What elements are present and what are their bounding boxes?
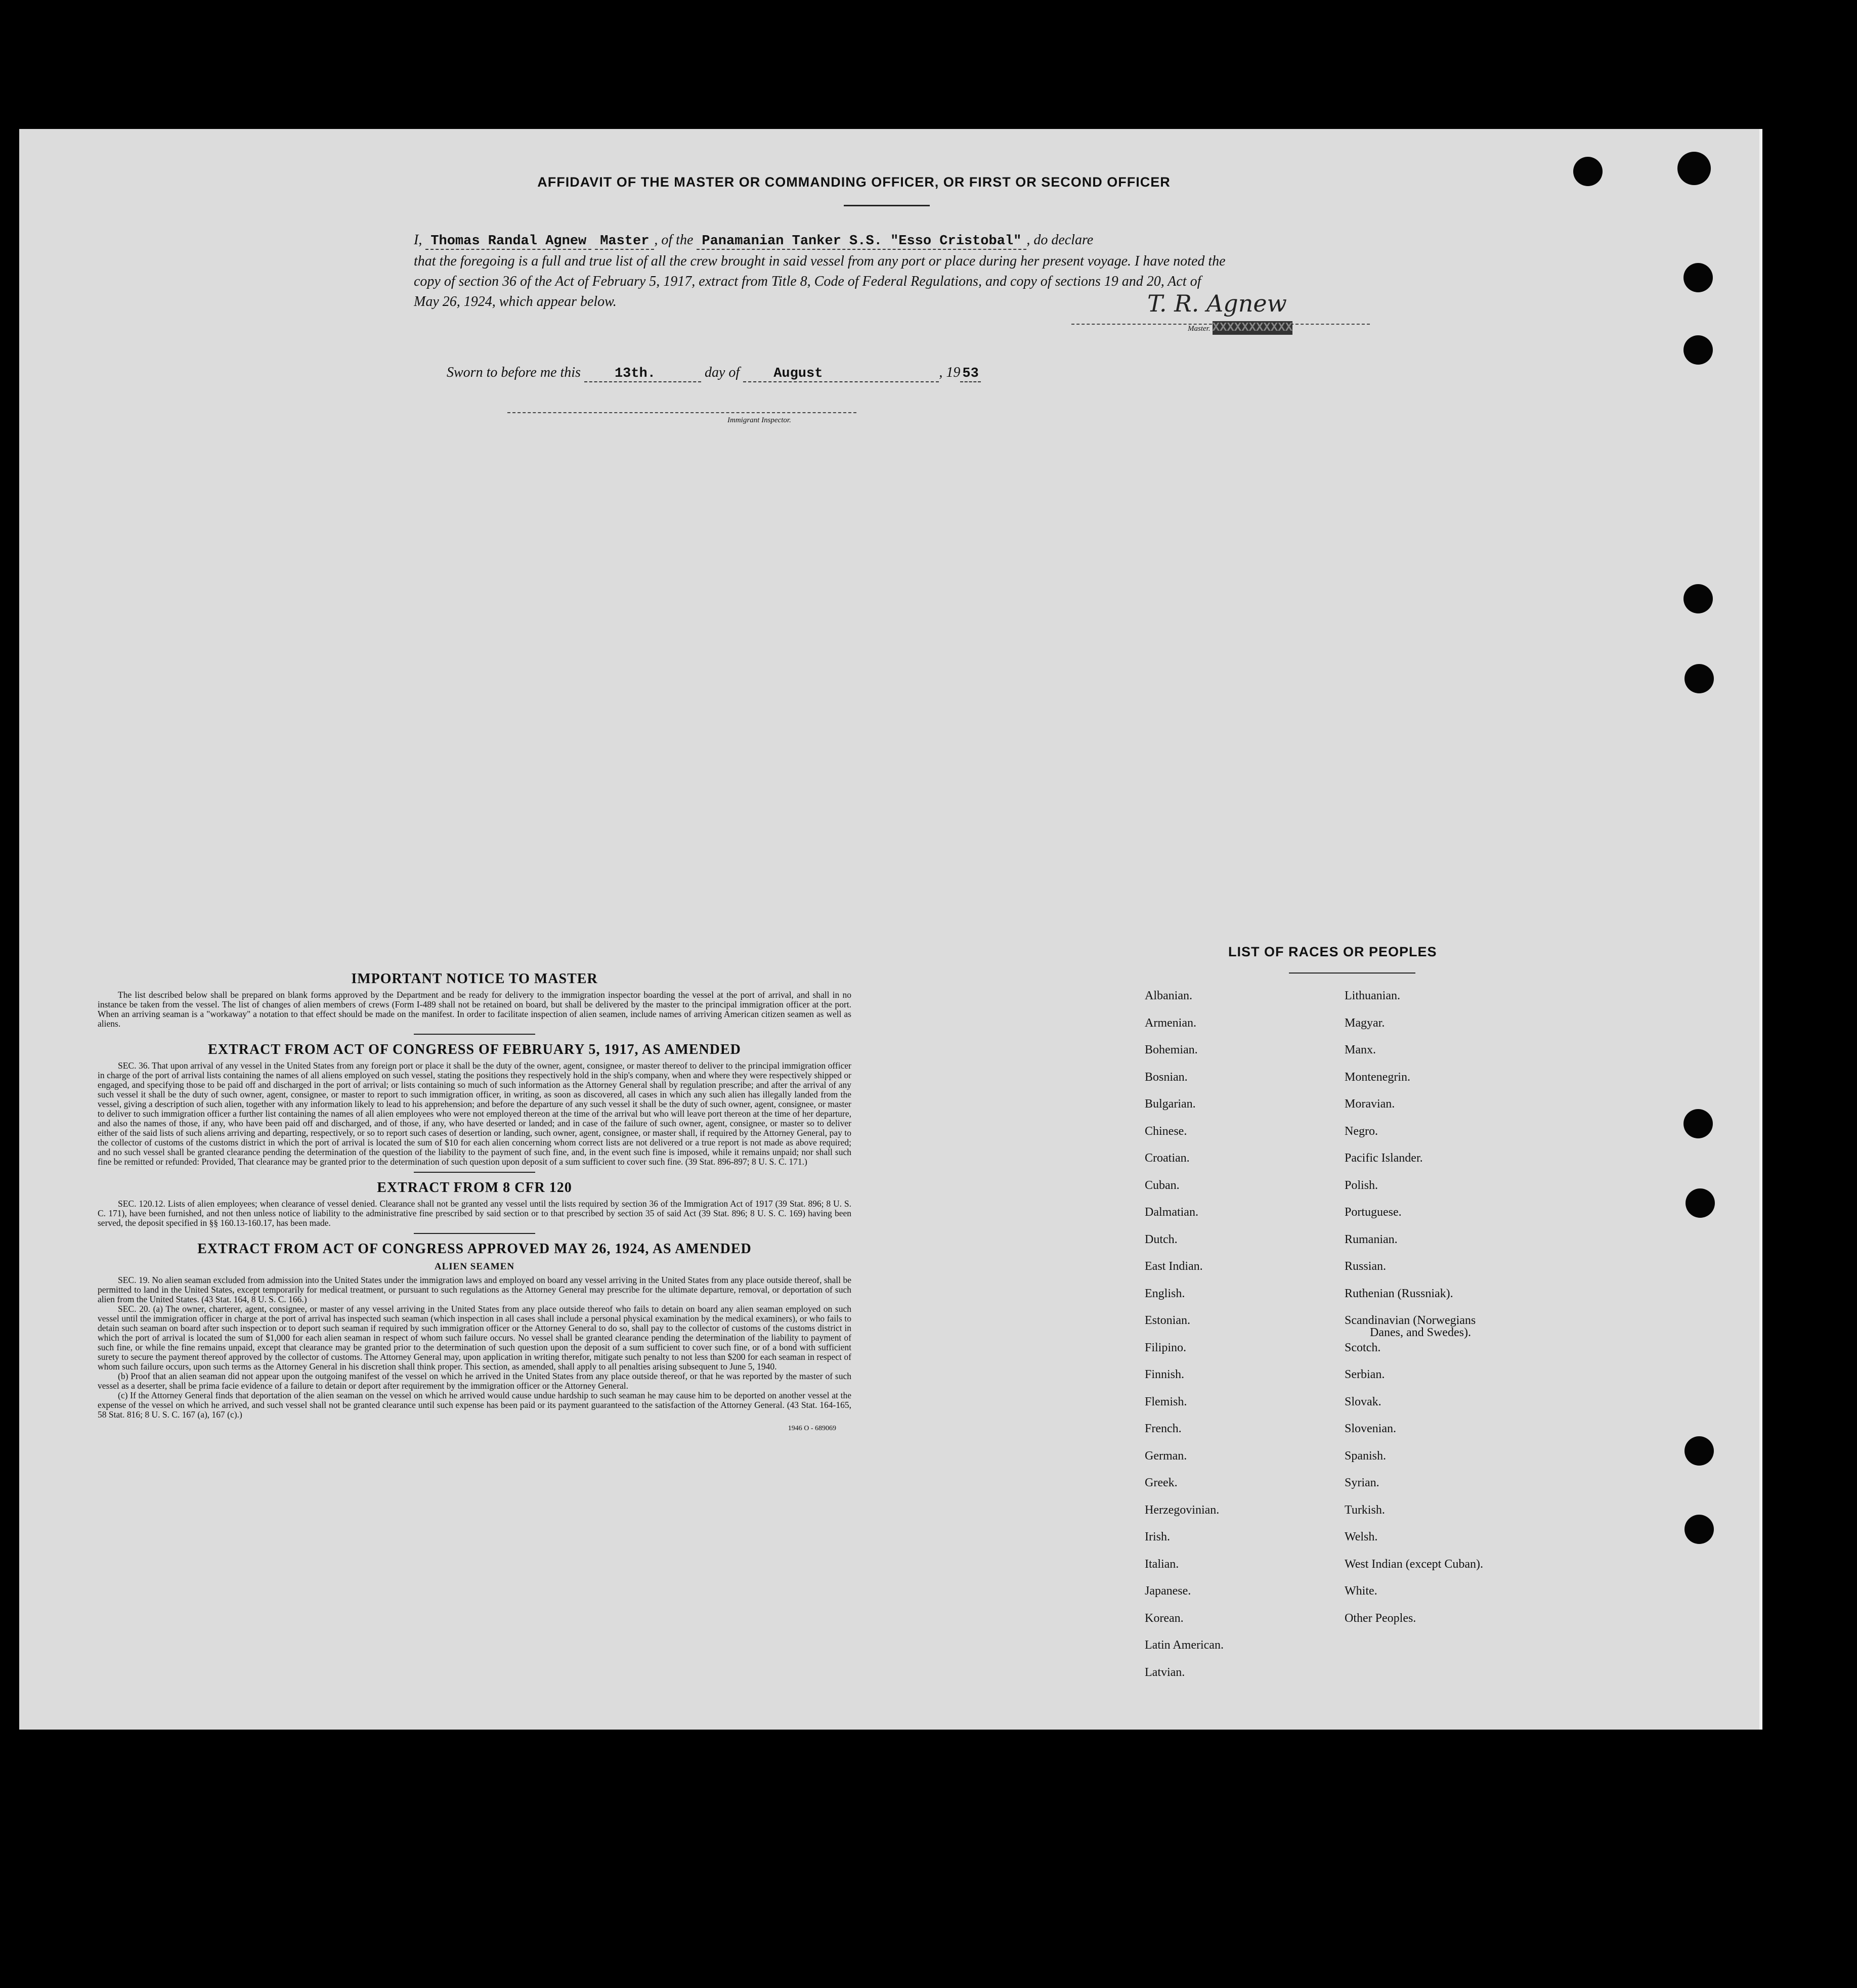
sworn-month: August	[743, 366, 939, 382]
master-name: Thomas Randal Agnew	[425, 234, 591, 250]
race-item: East Indian.	[1145, 1260, 1203, 1273]
race-item: Scandinavian (Norwegians	[1345, 1314, 1476, 1327]
punch-hole	[1573, 157, 1603, 186]
race-item: Cuban.	[1145, 1178, 1180, 1192]
race-item: West Indian (except Cuban).	[1345, 1557, 1483, 1571]
race-item: Bohemian.	[1145, 1043, 1198, 1056]
punch-hole	[1683, 263, 1713, 292]
punch-hole	[1685, 1515, 1714, 1544]
day-of-text: day of	[704, 365, 740, 380]
race-item: Negro.	[1345, 1124, 1378, 1138]
race-item: Italian.	[1145, 1557, 1179, 1571]
document-page	[19, 129, 1762, 1730]
struck-title: XXXXXXXXXXX	[1212, 321, 1293, 335]
race-item: Welsh.	[1345, 1530, 1378, 1543]
intro-text: I,	[414, 232, 422, 248]
race-item: Dutch.	[1145, 1232, 1178, 1246]
title-divider	[844, 205, 930, 206]
race-item: Japanese.	[1145, 1584, 1191, 1598]
race-item: Chinese.	[1145, 1124, 1187, 1138]
punch-hole	[1685, 1436, 1714, 1466]
race-item: Pacific Islander.	[1345, 1152, 1423, 1165]
inspector-caption: Immigrant Inspector.	[727, 416, 791, 424]
race-item: Herzegovinian.	[1145, 1503, 1220, 1517]
notice-text: The list described below shall be prepared on blank forms approved by the Department and be ready for delivery to the immigration inspector boarding the vessel at the port of arrival, and shall in no instance be taken from the vessel. The list of changes of alien members of crews (Form I-489 shall not be retained on board, but shall be delivered by the master to the principal immigration officer at the port. When an arriving seaman is a "workaway" a notation to that effect should be made on the manifest. In order to facilitate inspection of alien seamen, include names of arriving American citizen seamen as well as aliens.	[98, 990, 851, 1029]
race-item: Slovak.	[1345, 1395, 1381, 1408]
race-item: Flemish.	[1145, 1395, 1187, 1408]
race-item: Bosnian.	[1145, 1070, 1188, 1084]
declare-text: , do declare	[1026, 232, 1094, 248]
notice-section	[98, 971, 851, 1433]
declaration-line-3: copy of section 36 of the Act of February 5, 1917, extract from Title 8, Code of Federal Regulations, and copy of sections 19 and 20, Act of	[414, 274, 1201, 289]
notice-title: IMPORTANT NOTICE TO MASTER	[351, 971, 598, 987]
alien-seamen-subtitle: ALIEN SEAMEN	[434, 1261, 515, 1272]
race-item: Irish.	[1145, 1530, 1170, 1543]
affidavit-title: AFFIDAVIT OF THE MASTER OR COMMANDING OFFICER, OR FIRST OR SECOND OFFICER	[537, 174, 1171, 190]
master-caption: Master.	[1188, 325, 1211, 333]
race-item: Latvian.	[1145, 1665, 1185, 1679]
race-item: Bulgarian.	[1145, 1097, 1196, 1111]
extract-1924-title: EXTRACT FROM ACT OF CONGRESS APPROVED MAY 26, 1924, AS AMENDED	[197, 1241, 752, 1257]
race-item: Croatian.	[1145, 1152, 1190, 1165]
race-item: Armenian.	[1145, 1016, 1196, 1030]
year-prefix: , 19	[939, 365, 961, 380]
signature-caption	[1188, 321, 1292, 335]
race-item: Dalmatian.	[1145, 1206, 1198, 1219]
race-item: Latin American.	[1145, 1639, 1224, 1652]
race-item: Montenegrin.	[1345, 1070, 1410, 1084]
master-signature: T. R. Agnew	[1147, 290, 1287, 317]
punch-hole	[1683, 584, 1713, 613]
race-item: Danes, and Swedes).	[1370, 1326, 1471, 1339]
sworn-line	[447, 363, 981, 384]
race-item: Albanian.	[1145, 989, 1192, 1002]
declaration-line-4: May 26, 1924, which appear below.	[414, 294, 617, 310]
race-item: Moravian.	[1345, 1097, 1395, 1111]
races-title: LIST OF RACES OR PEOPLES	[1228, 944, 1437, 959]
punch-hole	[1686, 1188, 1715, 1218]
sec-20a-text: SEC. 20. (a) The owner, charterer, agent, consignee, or master of any vessel arriving in the United States from any place outside thereof who fails to detain on board any alien seaman employed on such vessel until the immigration officer in charge at the port of arrival has inspected such seaman (which inspection in all cases shall include a personal physical examination by the medical examiners), or who fails to detain such seaman on board after such inspection or to deport such seaman if required by such immigration officer or the Attorney General to do so, shall pay to the collector of customs of the customs district in which the port of arrival is located the sum of $1,000 for each alien seaman in respect of whom such failure occurs. No vessel shall be granted clearance pending the determination of the liability to payment of such fine, or while the fine remains unpaid, except that clearance may be granted prior to the determination of such question upon the deposit of a sum sufficient to cover such fine, or of a bond with sufficient surety to secure the payment thereof approved by the collector of customs. The Attorney General may, upon application in writing therefor, mitigate such penalty to not less than $200 for each seaman in respect of whom such failure occurs, upon such terms as the Attorney General in his discretion shall think proper. This section, as amended, shall apply to all penalties arising subsequent to June 5, 1940.	[98, 1304, 851, 1372]
race-item: Manx.	[1345, 1043, 1376, 1056]
section-divider	[414, 1172, 535, 1173]
punch-hole	[1677, 152, 1711, 185]
race-item: Slovenian.	[1345, 1422, 1396, 1435]
race-item: Other Peoples.	[1345, 1611, 1416, 1625]
vessel-name: Panamanian Tanker S.S. "Esso Cristobal"	[697, 234, 1026, 250]
sec-19-text: SEC. 19. No alien seaman excluded from admission into the United States under the immigration laws and employed on board any vessel arriving in the United States from any place outside thereof, shall be permitted to land in the United States, except temporarily for medical treatment, or pursuant to such regulations as the Attorney General may prescribe for the ultimate departure, removal, or deportation of such alien from the United States. (43 Stat. 164, 8 U. S. C. 166.)	[98, 1275, 851, 1304]
race-item: Rumanian.	[1345, 1232, 1398, 1246]
race-item: Portuguese.	[1345, 1206, 1402, 1219]
races-divider	[1289, 973, 1415, 974]
sec-20c-text: (c) If the Attorney General finds that deportation of the alien seaman on the vessel on which he arrived would cause undue hardship to such seaman he may cause him to be deported on another vessel at the expense of the vessel on which he arrived, and such vessel shall not be granted clearance until such expense has been paid or its payment guaranteed to the satisfaction of the Attorney General. (43 Stat. 164-165, 58 Stat. 816; 8 U. S. C. 167 (a), 167 (c).)	[98, 1390, 851, 1420]
declaration-line-2: that the foregoing is a full and true list of all the crew brought in said vessel from any port or place during her present voyage. I have noted the	[414, 253, 1226, 269]
race-item: Lithuanian.	[1345, 989, 1400, 1002]
section-divider	[414, 1233, 535, 1234]
inspector-signature-line	[507, 412, 856, 413]
extract-cfr-title: EXTRACT FROM 8 CFR 120	[377, 1180, 572, 1196]
extract-1917-text: SEC. 36. That upon arrival of any vessel in the United States from any foreign port or place it shall be the duty of the owner, agent, consignee, or master thereof to deliver to the principal immigration officer in charge of the port of arrival lists containing the names of all aliens employed on such vessel, stating the positions they respectively hold in the ship's company, when and where they were respectively shipped or engaged, and specifying those to be paid off and discharged in the port of arrival; or lists containing so much of such information as the Attorney General shall by regulation prescribe; and after the arrival of any such vessel it shall be the duty of such owner, agent, consignee, or master to report to such immigration officer, in writing, as soon as discovered, all cases in which any such alien has illegally landed from the vessel, giving a description of such alien, together with any information likely to lead to his apprehension; and before the departure of any such vessel it shall be the duty of such owner, agent, consignee, or master to deliver to such immigration officer a further list containing the names of all alien employees who were not employed thereon at the time of the arrival but who will leave port thereon at the time of her departure, and also the names of those, if any, who have been paid off and discharged, and of those, if any, who have deserted or landed; and in case of the failure of such owner, agent, consignee, or master so to deliver either of the said lists of such aliens arriving and departing, respectively, or so to report such cases of desertion or landing, such owner, agent, consignee, or master shall, if required by the Attorney General, pay to the collector of customs of the customs district in which the port of arrival is located the sum of $10 for each alien concerning whom correct lists are not delivered or a true report is not made as above required; and no such vessel shall be granted clearance pending the determination of the question of the liability to the payment of such fine, and, in the event such fine is imposed, while it remains unpaid; nor shall such fine be remitted or refunded: Provided, That clearance may be granted prior to the determination of such question upon deposit of a sum sufficient to cover such fine. (39 Stat. 896-897; 8 U. S. C. 171.)	[98, 1061, 851, 1167]
race-item: German.	[1145, 1449, 1187, 1463]
sworn-year: 53	[960, 366, 980, 382]
race-item: Magyar.	[1345, 1016, 1385, 1030]
race-item: Russian.	[1345, 1260, 1387, 1273]
race-item: White.	[1345, 1584, 1377, 1598]
race-item: English.	[1145, 1287, 1185, 1300]
print-number: 1946 O - 689069	[788, 1425, 836, 1432]
race-item: French.	[1145, 1422, 1182, 1435]
punch-hole	[1683, 1109, 1713, 1138]
sec-20b-text: (b) Proof that an alien seaman did not appear upon the outgoing manifest of the vessel on which he arrived in the United States from any place outside thereof, or that he was reported by the master of such vessel as a deserter, shall be prima facie evidence of a failure to detain or deport after requirement by the immigration officer or the Attorney General.	[98, 1371, 851, 1391]
race-item: Filipino.	[1145, 1341, 1187, 1354]
race-item: Turkish.	[1345, 1503, 1385, 1517]
race-item: Ruthenian (Russniak).	[1345, 1287, 1453, 1300]
race-item: Serbian.	[1345, 1368, 1385, 1381]
punch-hole	[1685, 664, 1714, 693]
race-item: Finnish.	[1145, 1368, 1185, 1381]
race-item: Syrian.	[1345, 1476, 1379, 1489]
declaration-line-1	[414, 230, 1395, 251]
section-divider	[414, 1034, 535, 1035]
sworn-day: 13th.	[584, 366, 701, 382]
extract-cfr-text: SEC. 120.12. Lists of alien employees; when clearance of vessel denied. Clearance shall not be granted any vessel until the lists required by section 36 of the Immigration Act of 1917 (39 Stat. 896; 8 U. S. C. 171), have been furnished, and not then unless notice of liability to the administrative fine prescribed by said section or to that prescribed by section 35 of said Act (39 Stat. 896; 8 U. S. C. 169) having been served, the deposit specified in §§ 160.13-160.17, has been made.	[98, 1199, 851, 1228]
of-the-text: , of the	[654, 232, 694, 248]
race-item: Estonian.	[1145, 1314, 1190, 1327]
punch-hole	[1683, 335, 1713, 365]
extract-1917-title: EXTRACT FROM ACT OF CONGRESS OF FEBRUARY 5, 1917, AS AMENDED	[208, 1042, 741, 1057]
race-item: Scotch.	[1345, 1341, 1381, 1354]
master-position: Master	[595, 234, 654, 250]
race-item: Polish.	[1345, 1178, 1378, 1192]
race-item: Greek.	[1145, 1476, 1178, 1489]
race-item: Spanish.	[1345, 1449, 1387, 1463]
sworn-prefix: Sworn to before me this	[447, 365, 581, 380]
race-item: Korean.	[1145, 1611, 1184, 1625]
